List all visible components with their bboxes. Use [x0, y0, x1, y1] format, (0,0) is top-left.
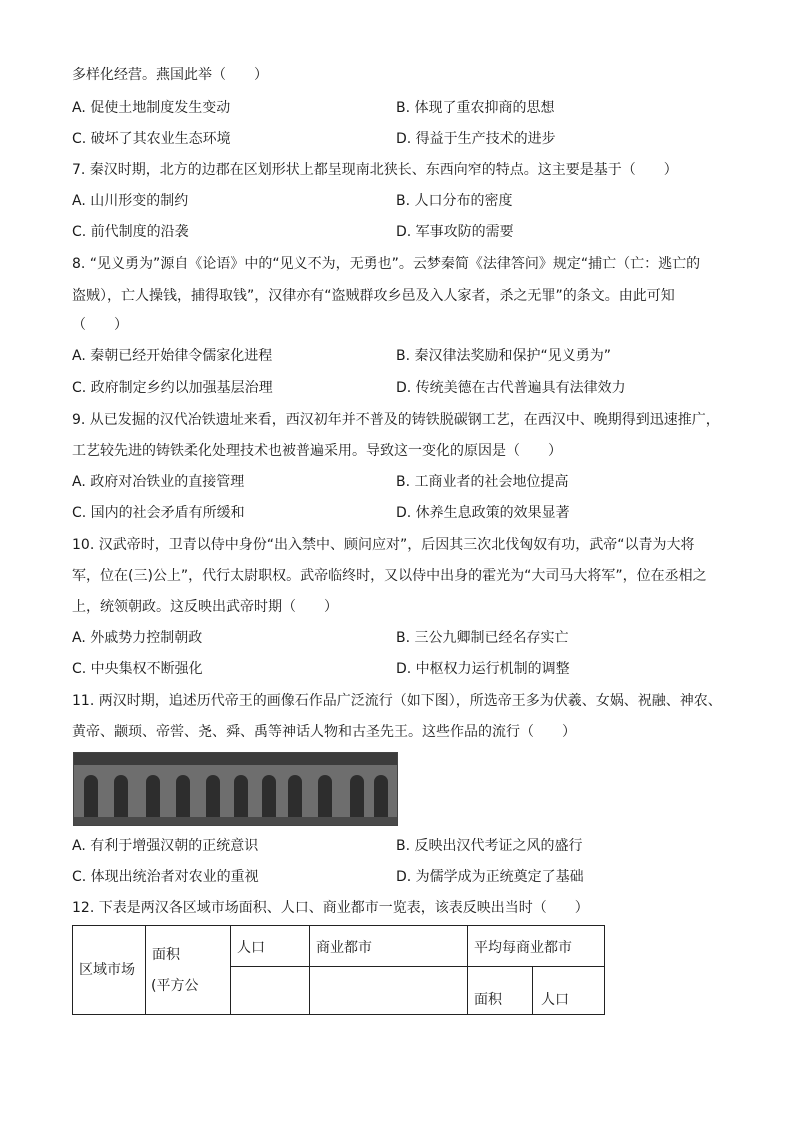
q12-stem: 12. 下表是两汉各区域市场面积、人口、商业都市一览表，该表反映出当时（ ） [72, 900, 589, 916]
relief-figure [84, 775, 98, 819]
table-header-avg-population: 人口 [533, 967, 605, 1015]
q8-stem-line-1: 8. “见义勇为”源自《论语》中的“见义不为，无勇也”。云梦秦简《法律答问》规定“捕亡（亡：逃亡的 [72, 256, 701, 272]
table-cell-cities-empty [310, 967, 468, 1015]
table-header-region: 区域市场 [73, 926, 146, 1015]
q8-option-d[interactable]: D. 传统美德在古代普遍具有法律效力 [396, 380, 626, 396]
q8-stem-line-2: 盗贼），亡人操钱，捕得取钱”，汉律亦有“盗贼群攻乡邑及入人家者，杀之无罪”的条文。由此可知 [72, 288, 675, 304]
relief-figure [114, 775, 128, 819]
q10-option-d[interactable]: D. 中枢权力运行机制的调整 [396, 661, 570, 677]
table-header-avg-area: 面积 [468, 967, 533, 1015]
table-cell-population-empty [231, 967, 310, 1015]
relief-figure [234, 775, 248, 819]
q6-option-d[interactable]: D. 得益于生产技术的进步 [396, 131, 556, 147]
q8-option-c[interactable]: C. 政府制定乡约以加强基层治理 [72, 380, 273, 396]
q8-option-a[interactable]: A. 秦朝已经开始律令儒家化进程 [72, 348, 273, 364]
relief-figure [288, 775, 302, 819]
q10-option-a[interactable]: A. 外戚势力控制朝政 [72, 630, 203, 646]
q7-option-c[interactable]: C. 前代制度的沿袭 [72, 224, 189, 240]
q11-option-c[interactable]: C. 体现出统治者对农业的重视 [72, 869, 259, 885]
table-header-cities: 商业都市 [310, 926, 468, 967]
q7-option-b[interactable]: B. 人口分布的密度 [396, 193, 513, 209]
relief-figure [350, 775, 364, 819]
q6-option-b[interactable]: B. 体现了重农抑商的思想 [396, 100, 555, 116]
q10-stem-line-2: 军，位在(三)公上”，代行太尉职权。武帝临终时，又以侍中出身的霍光为“大司马大将军”，位在丞相之 [72, 568, 707, 584]
q9-option-b[interactable]: B. 工商业者的社会地位提高 [396, 474, 569, 490]
q10-stem-line-3: 上，统领朝政。这反映出武帝时期（ ） [72, 599, 338, 615]
q7-stem: 7. 秦汉时期，北方的边郡在区划形状上都呈现南北狭长、东西向窄的特点。这主要是基于（ ） [72, 162, 678, 178]
q6-option-a[interactable]: A. 促使土地制度发生变动 [72, 100, 231, 116]
q9-option-a[interactable]: A. 政府对冶铁业的直接管理 [72, 474, 245, 490]
q9-stem-line-2: 工艺较先进的铸铁柔化处理技术也被普遍采用。导致这一变化的原因是（ ） [72, 443, 562, 459]
q11-option-d[interactable]: D. 为儒学成为正统奠定了基础 [396, 869, 584, 885]
q11-option-b[interactable]: B. 反映出汉代考证之风的盛行 [396, 838, 583, 854]
q7-option-d[interactable]: D. 军事攻防的需要 [396, 224, 514, 240]
table-header-average: 平均每商业都市 [468, 926, 605, 967]
relief-figure [262, 775, 276, 819]
market-table [72, 925, 605, 1015]
q11-stem-line-2: 黄帝、颛顼、帝喾、尧、舜、禹等神话人物和古圣先王。这些作品的流行（ ） [72, 724, 576, 740]
q8-option-b[interactable]: B. 秦汉律法奖励和保护“见义勇为” [396, 348, 612, 364]
q10-option-b[interactable]: B. 三公九卿制已经名存实亡 [396, 630, 569, 646]
relief-figure [374, 775, 388, 819]
q9-option-d[interactable]: D. 休养生息政策的效果显著 [396, 505, 570, 521]
q9-option-c[interactable]: C. 国内的社会矛盾有所缓和 [72, 505, 245, 521]
q7-option-a[interactable]: A. 山川形变的制约 [72, 193, 189, 209]
relief-figure [146, 775, 160, 819]
q6-stem: 多样化经营。燕国此举（ ） [72, 67, 268, 83]
q10-stem-line-1: 10. 汉武帝时，卫青以侍中身份“出入禁中、顾问应对”，后因其三次北伐匈奴有功，武帝“以青为大将 [72, 537, 695, 553]
q11-stem-line-1: 11. 两汉时期，追述历代帝王的画像石作品广泛流行（如下图），所选帝王多为伏羲、女娲、祝融、神农、 [72, 693, 722, 709]
q8-stem-line-3: （ ） [72, 317, 128, 333]
relief-top-band [74, 753, 397, 765]
relief-figure [318, 775, 332, 819]
q11-option-a[interactable]: A. 有利于增强汉朝的正统意识 [72, 838, 259, 854]
relief-figure [206, 775, 220, 819]
stone-relief-image [73, 752, 398, 826]
q6-option-c[interactable]: C. 破坏了其农业生态环境 [72, 131, 231, 147]
q10-option-c[interactable]: C. 中央集权不断强化 [72, 661, 203, 677]
relief-figure [176, 775, 190, 819]
q9-stem-line-1: 9. 从已发掘的汉代冶铁遗址来看，西汉初年并不普及的铸铁脱碳钢工艺，在西汉中、晚期得到迅速推广， [72, 412, 720, 428]
table-header-population: 人口 [231, 926, 310, 967]
table-header-area: 面积 (平方公 [146, 926, 231, 1015]
relief-bottom-band [74, 817, 397, 825]
